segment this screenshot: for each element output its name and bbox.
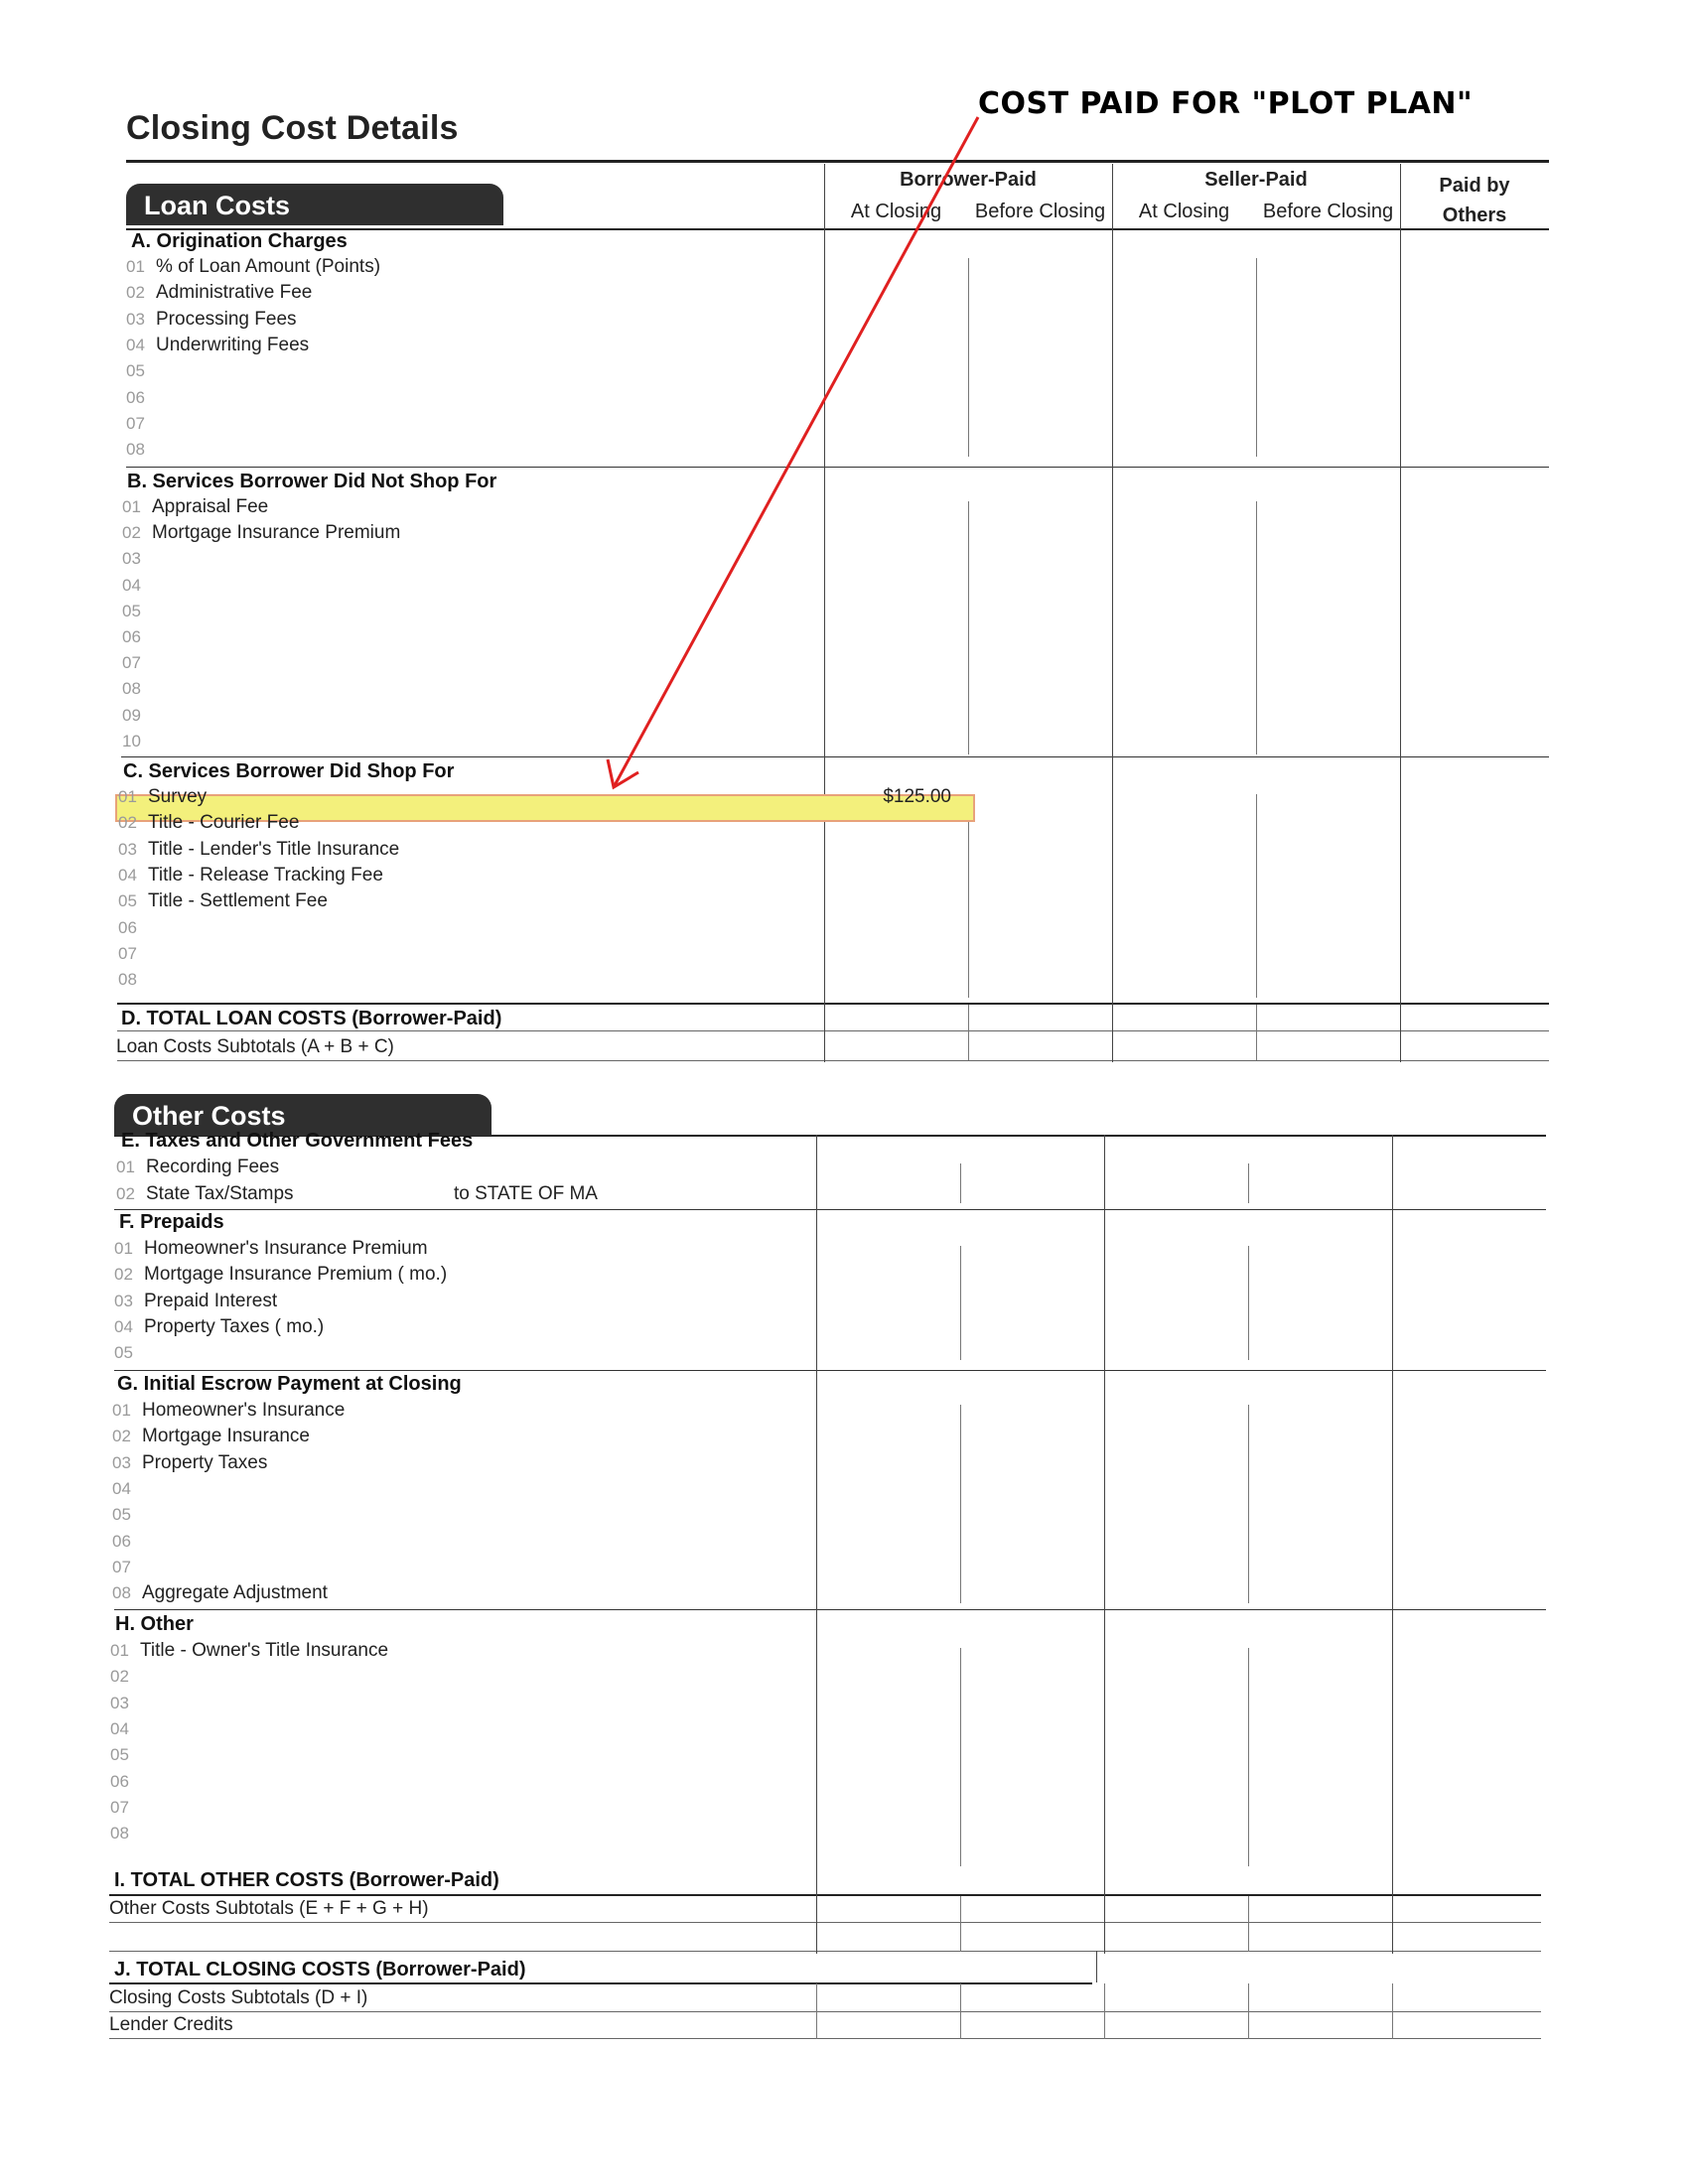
- line-label: Homeowner's Insurance: [142, 1400, 346, 1421]
- line-number: 01: [118, 787, 137, 806]
- line-label: Underwriting Fees: [156, 334, 310, 355]
- line-label: Title - Release Tracking Fee: [148, 864, 383, 886]
- section-heading: E. Taxes and Other Government Fees: [121, 1130, 474, 1152]
- closing-costs-subtotals: Closing Costs Subtotals (D + I): [109, 1987, 368, 2008]
- col-paid-by-others-line2: Others: [1442, 205, 1507, 226]
- total-closing-costs: J. TOTAL CLOSING COSTS (Borrower-Paid): [114, 1959, 526, 1980]
- page-title: Closing Cost Details: [126, 109, 459, 147]
- line-label: Mortgage Insurance Premium: [152, 522, 401, 544]
- line-number: 03: [126, 309, 145, 329]
- line-label: Title - Settlement Fee: [148, 890, 328, 912]
- section-heading: B. Services Borrower Did Not Shop For: [127, 471, 497, 492]
- line-label: Mortgage Insurance Premium ( mo.): [144, 1264, 448, 1286]
- line-label: Title - Courier Fee: [148, 812, 300, 834]
- lender-credits: Lender Credits: [109, 2014, 233, 2035]
- borrower-at-closing-amount: $125.00: [883, 786, 951, 807]
- line-number: 08: [112, 1583, 131, 1603]
- section-heading: F. Prepaids: [119, 1211, 224, 1233]
- line-number: 01: [122, 497, 141, 516]
- annotation-label: COST PAID FOR "PLOT PLAN": [978, 86, 1474, 121]
- line-label: % of Loan Amount (Points): [156, 256, 381, 277]
- col-paid-by-others-line1: Paid by: [1439, 175, 1510, 197]
- line-label: Recording Fees: [146, 1157, 280, 1177]
- line-label: Aggregate Adjustment: [142, 1582, 328, 1604]
- other-costs-subtotals: Other Costs Subtotals (E + F + G + H): [109, 1898, 429, 1919]
- line-number: 05: [126, 361, 145, 381]
- line-label: Property Taxes ( mo.): [144, 1315, 325, 1337]
- line-number: 04: [122, 575, 141, 595]
- line-number: 01: [116, 1158, 135, 1176]
- line-number: 04: [118, 865, 137, 885]
- line-number: 03: [118, 839, 137, 859]
- other-costs-tab: Other Costs: [114, 1094, 492, 1136]
- col-borrower-paid: Borrower-Paid: [900, 169, 1037, 191]
- line-number: 07: [110, 1797, 129, 1817]
- line-number: 04: [110, 1718, 129, 1738]
- line-label: Survey: [148, 786, 208, 807]
- line-number: 04: [112, 1478, 131, 1498]
- line-number: 02: [118, 813, 137, 833]
- line-number: 07: [118, 943, 137, 963]
- line-number: 03: [122, 549, 141, 569]
- line-number: 08: [126, 440, 145, 460]
- col-borrower-before-closing: Before Closing: [974, 201, 1106, 222]
- line-label: Homeowner's Insurance Premium: [144, 1238, 428, 1259]
- line-label: State Tax/Stamps: [146, 1182, 294, 1204]
- section-heading: C. Services Borrower Did Shop For: [123, 760, 455, 782]
- line-number: 07: [122, 653, 141, 673]
- line-label: Property Taxes: [142, 1451, 268, 1473]
- line-number: 01: [112, 1401, 131, 1420]
- line-label: Title - Lender's Title Insurance: [148, 838, 400, 860]
- line-number: 02: [116, 1183, 135, 1203]
- col-borrower-at-closing: At Closing: [850, 201, 942, 222]
- loan-costs-tab: Loan Costs: [126, 184, 503, 225]
- line-number: 02: [126, 283, 145, 303]
- line-number: 05: [114, 1343, 133, 1363]
- line-number: 05: [112, 1505, 131, 1525]
- line-number: 08: [122, 679, 141, 699]
- line-label: Title - Owner's Title Insurance: [140, 1640, 389, 1661]
- line-number: 08: [110, 1824, 129, 1843]
- section-heading: A. Origination Charges: [131, 230, 348, 252]
- arrow-head: [608, 759, 638, 787]
- section-heading: H. Other: [115, 1613, 194, 1635]
- line-label: Processing Fees: [156, 308, 297, 330]
- line-number: 04: [126, 335, 145, 354]
- line-label: Appraisal Fee: [152, 496, 269, 517]
- line-number: 01: [110, 1641, 129, 1660]
- line-number: 08: [118, 970, 137, 990]
- col-seller-paid: Seller-Paid: [1204, 169, 1308, 191]
- line-number: 10: [122, 731, 141, 751]
- line-payee: to STATE OF MA: [454, 1182, 598, 1204]
- line-number: 02: [112, 1427, 131, 1446]
- line-number: 06: [118, 917, 137, 937]
- arrow-shaft: [614, 117, 978, 787]
- line-label: Prepaid Interest: [144, 1290, 278, 1311]
- total-other-costs: I. TOTAL OTHER COSTS (Borrower-Paid): [114, 1869, 499, 1891]
- section-heading: G. Initial Escrow Payment at Closing: [117, 1373, 462, 1395]
- line-number: 04: [114, 1316, 133, 1336]
- line-number: 02: [110, 1667, 129, 1687]
- line-number: 01: [114, 1239, 133, 1258]
- total-loan-costs: D. TOTAL LOAN COSTS (Borrower-Paid): [121, 1008, 502, 1029]
- line-number: 01: [126, 257, 145, 276]
- line-label: Mortgage Insurance: [142, 1426, 310, 1447]
- line-number: 03: [112, 1452, 131, 1472]
- line-number: 06: [112, 1531, 131, 1551]
- col-seller-before-closing: Before Closing: [1262, 201, 1394, 222]
- line-number: 02: [114, 1265, 133, 1285]
- line-number: 05: [118, 891, 137, 911]
- line-number: 06: [126, 387, 145, 407]
- line-number: 06: [122, 627, 141, 646]
- line-number: 06: [110, 1771, 129, 1791]
- line-number: 05: [122, 601, 141, 620]
- loan-costs-subtotals: Loan Costs Subtotals (A + B + C): [116, 1036, 394, 1057]
- col-seller-at-closing: At Closing: [1138, 201, 1230, 222]
- line-number: 03: [114, 1291, 133, 1310]
- line-number: 07: [126, 413, 145, 433]
- line-number: 03: [110, 1693, 129, 1712]
- line-number: 09: [122, 705, 141, 725]
- line-number: 02: [122, 523, 141, 543]
- line-number: 05: [110, 1745, 129, 1765]
- line-number: 07: [112, 1557, 131, 1576]
- line-label: Administrative Fee: [156, 282, 313, 304]
